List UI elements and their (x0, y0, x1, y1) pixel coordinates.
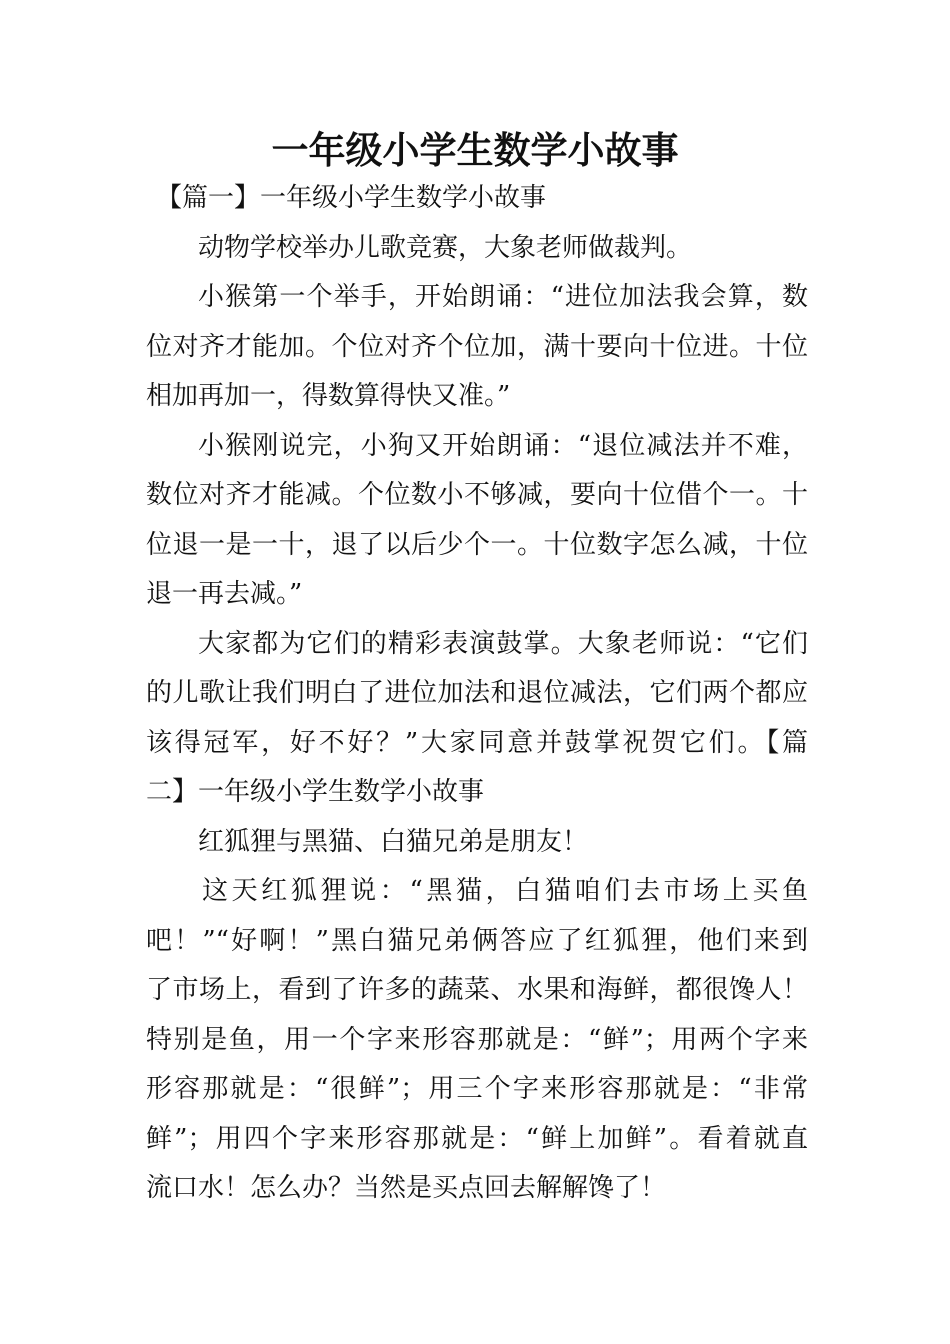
paragraph-line: 红狐狸与黑猫、白猫兄弟是朋友！ (198, 826, 589, 857)
paragraph-line: 特别是鱼，用一个字来形容那就是：“鲜”；用两个字来 (146, 1024, 808, 1055)
section-heading-2: 二】一年级小学生数学小故事 (146, 777, 485, 807)
paragraph-line: 小猴刚说完，小狗又开始朗诵：“退位减法并不难， (198, 430, 808, 461)
document-body (146, 174, 808, 1214)
paragraph-line: 流口水！怎么办？当然是买点回去解解馋了！ (146, 1173, 667, 1203)
document-title: 一年级小学生数学小故事 (271, 129, 679, 172)
paragraph-line: 的儿歌让我们明白了进位加法和退位减法，它们两个都应 (146, 678, 808, 708)
section-heading-1: 【篇一】一年级小学生数学小故事 (156, 183, 547, 213)
paragraph-line: 位对齐才能加。个位对齐个位加，满十要向十位进。十位 (146, 331, 808, 362)
paragraph-line: 相加再加一，得数算得快又准。” (146, 381, 511, 411)
paragraph-line: 吧！”“好啊！”黑白猫兄弟俩答应了红狐狸，他们来到 (146, 925, 808, 956)
paragraph-line: 大家都为它们的精彩表演鼓掌。大象老师说：“它们 (198, 628, 808, 659)
paragraph-line: 该得冠军，好不好？”大家同意并鼓掌祝贺它们。【篇 (146, 727, 808, 758)
paragraph-line: 鲜”；用四个字来形容那就是：“鲜上加鲜”。看着就直 (146, 1123, 808, 1154)
paragraph-line: 退一再去减。” (146, 579, 303, 609)
paragraph-line: 小猴第一个举手，开始朗诵：“进位加法我会算，数 (198, 282, 808, 312)
paragraph-line: 位退一是一十，退了以后少个一。十位数字怎么减，十位 (146, 529, 808, 560)
paragraph-line: 数位对齐才能减。个位数小不够减，要向十位借个一。十 (146, 480, 808, 510)
paragraph-line: 这天红狐狸说：“黑猫，白猫咱们去市场上买鱼 (202, 876, 808, 906)
paragraph-line: 了市场上，看到了许多的蔬菜、水果和海鲜，都很馋人！ (146, 975, 808, 1005)
paragraph-line: 动物学校举办儿歌竞赛，大象老师做裁判。 (198, 232, 693, 263)
paragraph-line: 形容那就是：“很鲜”；用三个字来形容那就是：“非常 (146, 1074, 808, 1104)
